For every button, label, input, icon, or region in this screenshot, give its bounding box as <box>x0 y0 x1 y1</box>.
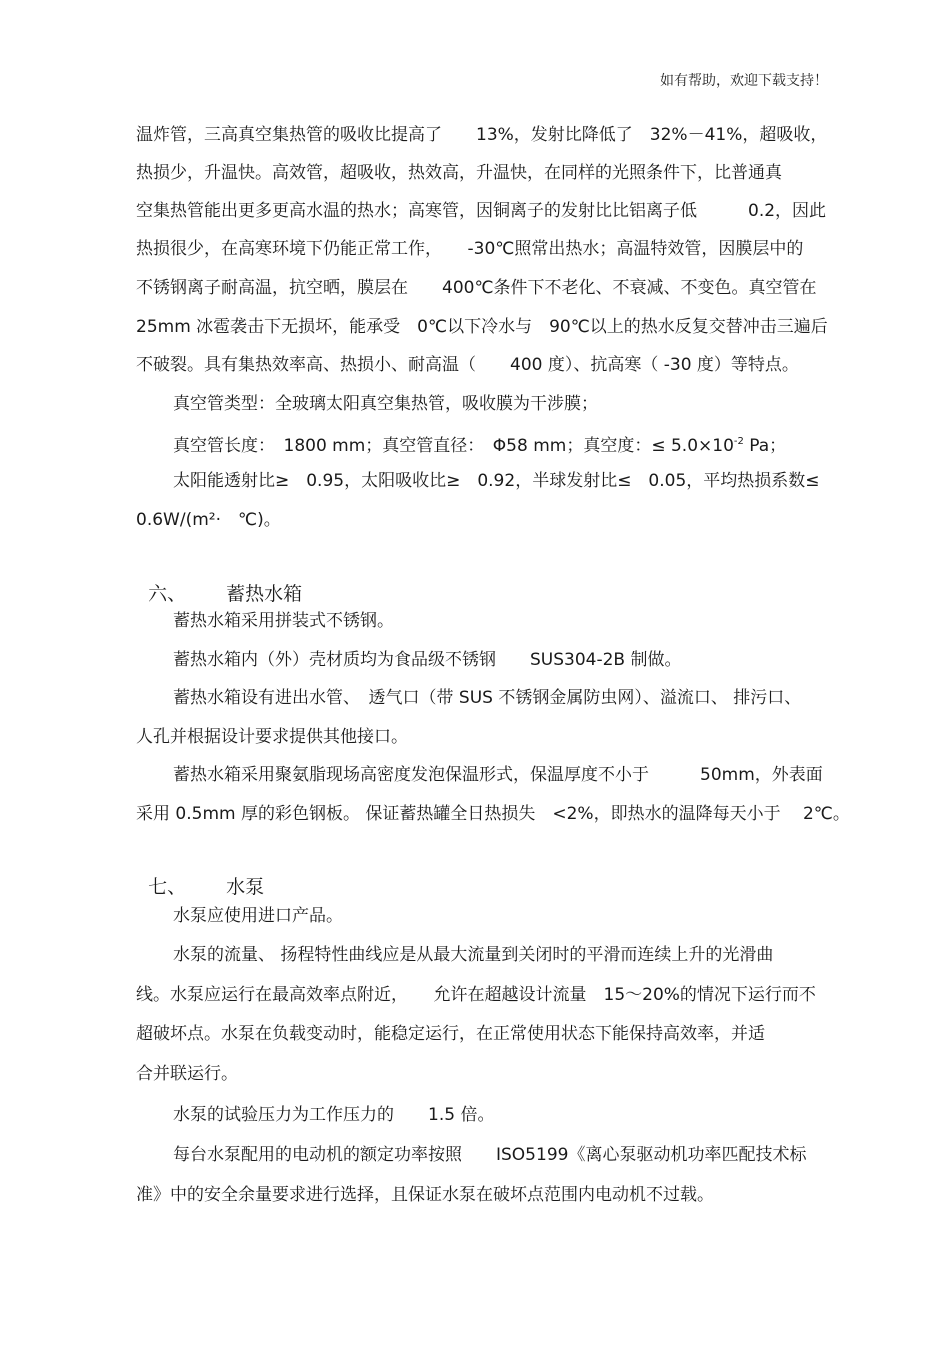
paragraph-line: 准》中的安全余量要求进行选择，且保证水泵在破坏点范围内电动机不过载。 <box>136 1185 714 1205</box>
paragraph-line: 温炸管，三高真空集热管的吸收比提高了 13%，发射比降低了 32%－41%，超吸收， <box>136 125 828 145</box>
paragraph-line: 不锈钢离子耐高温，抗空晒，膜层在 400℃条件下不老化、不衰减、不变色。真空管在 <box>136 278 817 298</box>
paragraph-line: 蓄热水箱采用聚氨脂现场高密度发泡保温形式，保温厚度不小于 50mm，外表面 <box>173 765 823 785</box>
paragraph-line: 不破裂。具有集热效率高、热损小、耐高温（ 400 度）、抗高寒（ -30 度）等特点。 <box>136 355 799 375</box>
section-title: 蓄热水箱 <box>226 583 303 605</box>
paragraph-line: 合并联运行。 <box>136 1064 238 1084</box>
spec-text: 真空管长度： 1800 mm；真空管直径： Φ58 mm；真空度：≤ 5.0×10 <box>173 436 734 456</box>
vacuum-tube-ratios: 太阳能透射比≥ 0.95，太阳吸收比≥ 0.92，半球发射比≤ 0.05，平均热损系数≤ <box>173 471 820 491</box>
paragraph-line: 人孔并根据设计要求提供其他接口。 <box>136 727 408 747</box>
vacuum-tube-type: 真空管类型：全玻璃太阳真空集热管，吸收膜为干涉膜； <box>173 394 598 414</box>
paragraph-line: 线。水泵应运行在最高效率点附近， 允许在超越设计流量 15～20%的情况下运行而不 <box>136 985 816 1005</box>
section-number: 七、 <box>148 876 187 898</box>
paragraph-line: 超破坏点。水泵在负载变动时，能稳定运行，在正常使用状态下能保持高效率，并适 <box>136 1024 765 1044</box>
spec-unit: Pa； <box>743 436 787 456</box>
paragraph-line: 蓄热水箱采用拼装式不锈钢。 <box>173 611 394 631</box>
paragraph-line: 每台水泵配用的电动机的额定功率按照 ISO5199《离心泵驱动机功率匹配技术标 <box>173 1145 807 1165</box>
paragraph-line: 采用 0.5mm 厚的彩色钢板。 保证蓄热罐全日热损失 <2%，即热水的温降每天小于 2℃。 <box>136 804 850 824</box>
paragraph-line: 水泵的试验压力为工作压力的 1.5 倍。 <box>173 1105 495 1125</box>
paragraph-line: 水泵的流量、 扬程特性曲线应是从最大流量到关闭时的平滑而连续上升的光滑曲 <box>173 945 774 965</box>
paragraph-line: 空集热管能出更多更高水温的热水；高寒管，因铜离子的发射比比铝离子低 0.2，因此 <box>136 201 827 221</box>
paragraph-line: 蓄热水箱内（外）壳材质均为食品级不锈钢 SUS304-2B 制做。 <box>173 650 682 670</box>
paragraph-line: 25mm 冰雹袭击下无损坏，能承受 0℃以下冷水与 90℃以上的热水反复交替冲击三遍后 <box>136 317 828 337</box>
paragraph-line: 热损少，升温快。高效管，超吸收，热效高，升温快，在同样的光照条件下，比普通真 <box>136 163 782 183</box>
heat-loss-coefficient: 0.6W/(m²· ℃)。 <box>136 510 281 530</box>
paragraph-line: 热损很少，在高寒环境下仍能正常工作， -30℃照常出热水；高温特效管，因膜层中的 <box>136 239 804 259</box>
section-heading-6 <box>136 555 302 607</box>
spec-exponent: -2 <box>733 436 744 447</box>
section-heading-7 <box>136 848 264 900</box>
section-number: 六、 <box>148 583 187 605</box>
section-title: 水泵 <box>226 876 265 898</box>
page-header-note: 如有帮助，欢迎下载支持！ <box>660 73 828 89</box>
vacuum-tube-spec <box>173 430 786 458</box>
paragraph-line: 水泵应使用进口产品。 <box>173 906 343 926</box>
paragraph-line: 蓄热水箱设有进出水管、 透气口（带 SUS 不锈钢金属防虫网）、溢流口、 排污口、 <box>173 688 802 708</box>
